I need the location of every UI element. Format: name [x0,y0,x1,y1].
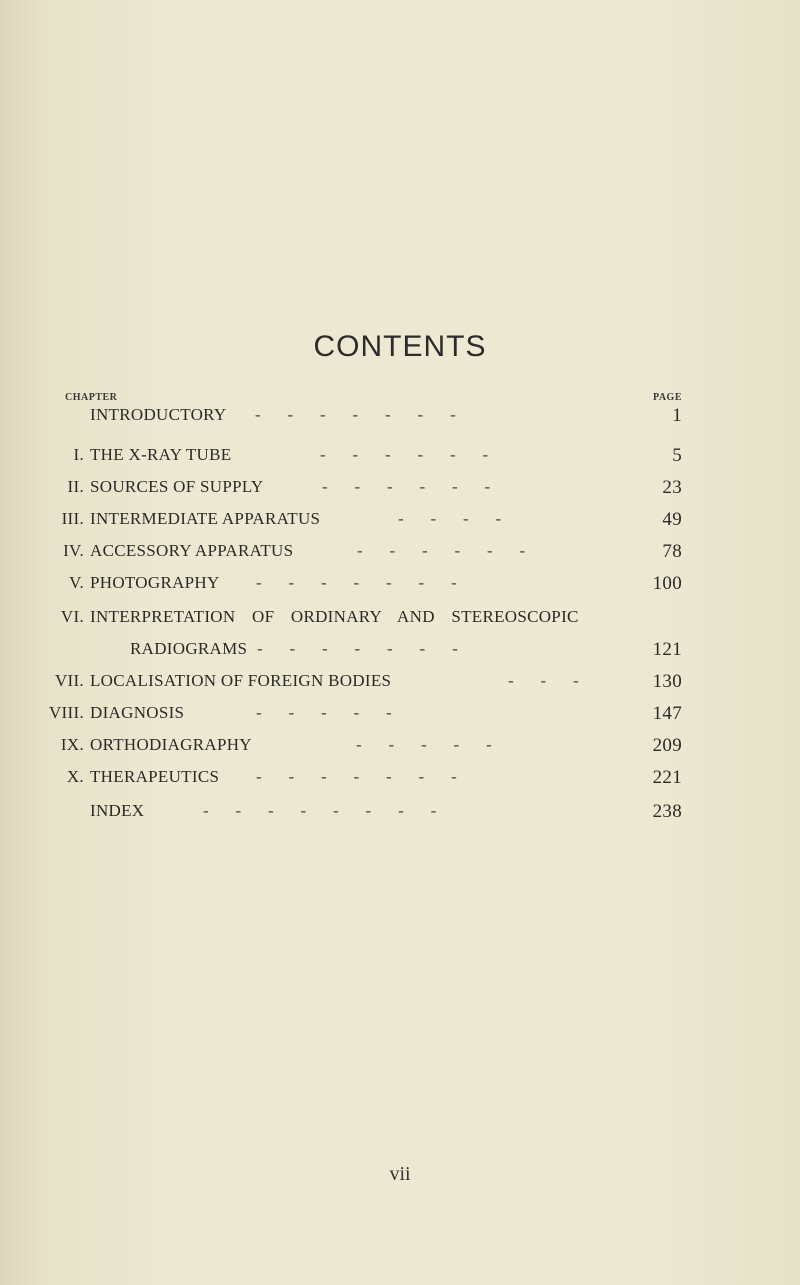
chapter-number: II. [67,477,84,496]
toc-entry-7 [0,671,800,701]
chapter-title: SOURCES OF SUPPLY [90,477,264,496]
leader-dashes: - - - - - [356,735,493,754]
chapter-number: IV. [63,541,84,560]
chapter-title: THERAPEUTICS [90,767,220,786]
toc-entry-5 [0,573,800,603]
page-number: 221 [652,767,682,788]
page-number: 209 [652,735,682,756]
toc-entry-2 [0,477,800,507]
toc-entry-10 [0,767,800,797]
toc-entry-3 [0,509,800,539]
chapter-number: VIII. [48,703,84,722]
toc-entry-8 [0,703,800,733]
chapter-number: VI. [60,607,84,626]
leader-dashes: - - - - - - - [256,767,458,786]
chapter-number: VII. [54,671,84,690]
chapter-title: THE X-RAY TUBE [90,445,232,464]
toc-entry-6 [0,607,800,637]
toc-entry-1 [0,445,800,475]
toc-entry-6-cont [0,639,800,669]
page-number: 49 [662,509,682,530]
chapter-title: INTERPRETATION OF ORDINARY AND STEREOSCOPIC [90,607,579,626]
chapter-title: PHOTOGRAPHY [90,573,220,592]
chapter-number: III. [61,509,84,528]
chapter-column-header: CHAPTER [65,392,118,403]
folio-page-number: vii [389,1163,411,1185]
toc-entry-4 [0,541,800,571]
table-of-contents [0,405,800,822]
chapter-number: I. [73,445,84,464]
chapter-title: INDEX [90,801,145,820]
page-number: 23 [662,477,682,498]
toc-entry-index [0,801,800,831]
leader-dashes: - - - - - - - [255,405,457,424]
chapter-title: DIAGNOSIS [90,703,185,722]
leader-dashes: - - - - - - [320,445,489,464]
page-number: 5 [672,445,682,466]
leader-dashes: - - - - - - - [257,639,459,658]
page-number: 121 [652,639,682,660]
chapter-title: INTERMEDIATE APPARATUS [90,509,321,528]
chapter-title: INTRODUCTORY [90,405,227,424]
chapter-number: X. [66,767,84,786]
leader-dashes: - - - - - - [357,541,526,560]
page-number: 238 [652,801,682,822]
toc-entry-introductory [0,405,800,435]
chapter-title: ACCESSORY APPARATUS [90,541,294,560]
page-number: 100 [652,573,682,594]
leader-dashes: - - - - - [256,703,393,722]
chapter-title: LOCALISATION OF FOREIGN BODIES [90,671,392,690]
page-number: 1 [672,405,682,426]
chapter-number: V. [69,573,84,592]
page-number: 147 [652,703,682,724]
page-number: 130 [652,671,682,692]
leader-dashes: - - - [508,671,579,690]
chapter-number: IX. [60,735,84,754]
leader-dashes: - - - - - - - - [203,801,437,820]
chapter-title: RADIOGRAMS [130,639,248,658]
chapter-title: ORTHODIAGRAPHY [90,735,252,754]
leader-dashes: - - - - - - - [256,573,458,592]
toc-entry-9 [0,735,800,765]
leader-dashes: - - - - [398,509,502,528]
page-column-header: PAGE [652,392,682,403]
page-title: CONTENTS [313,330,487,363]
leader-dashes: - - - - - - [322,477,491,496]
page-number: 78 [662,541,682,562]
